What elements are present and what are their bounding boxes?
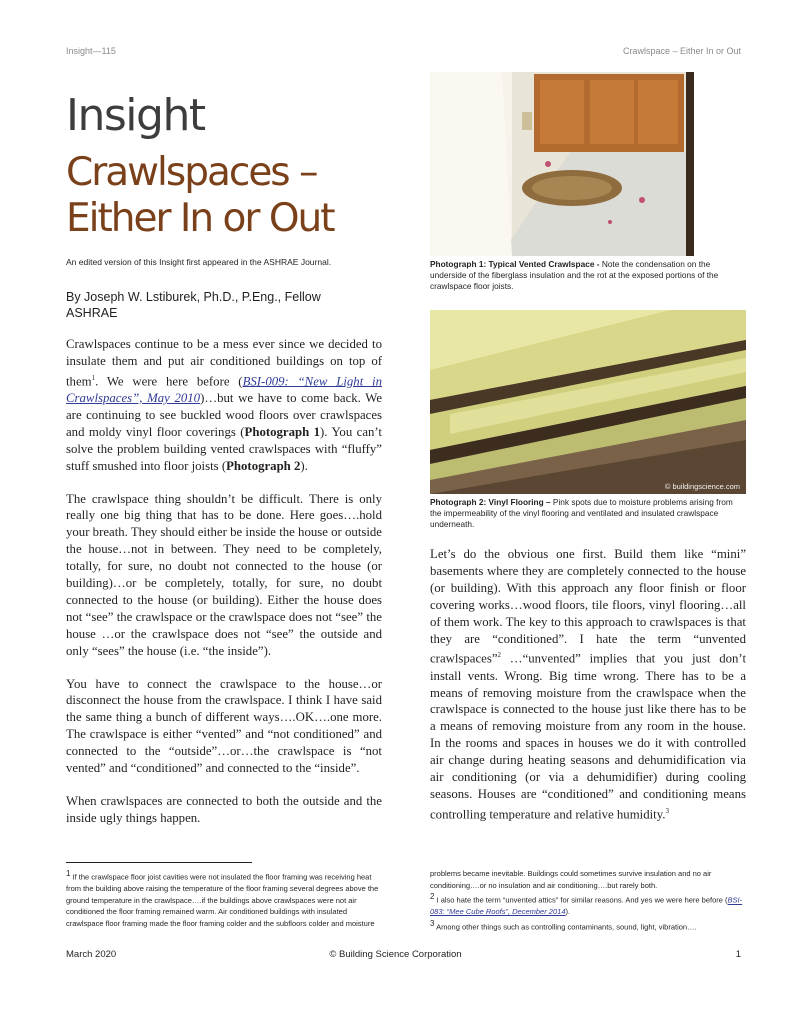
- photograph-2-caption: Photograph 2: Vinyl Flooring – Pink spots due to moisture problems arising from the impermeability of the vinyl flooring and ventilated and insulated crawlspace underneath.: [430, 497, 733, 529]
- paragraph-5: Let’s do the obvious one first. Build them like “mini” basements where they are completely connected to the house (or building). With this approach any floor finish or floor covering works…wood floors, tile floors, vinyl flooring…all of them work. The key to this approach to crawlspaces is that they are “conditioned”. I hate the term “unvented crawlspaces”$^2$ …“unvented” implies that you just don’t install vents. Wrong. Big time wrong. There has to be a means of removing moisture from the crawlspace when the crawlspace is connected to the house just like there has to be a means of removing moisture from any room in the house. In the rooms and spaces in houses we do it with controlled air change during heating seasons and dehumidification via air conditioning (or via a dehumidifier) during cooling seasons. Houses are “conditioned” and conditioning means controlling temperature and relative humidity.$^3$: [430, 547, 746, 822]
- photograph-2: [430, 310, 746, 494]
- footnote-3: $^3$ Among other things such as controlling contaminants, sound, light, vibration….: [430, 918, 697, 931]
- footer-copyright: © Building Science Corporation: [329, 949, 462, 960]
- paragraph-2: The crawlspace thing shouldn’t be difficult. There is only really one big thing that has to be done. Here goes….hold your breath. They should either be inside the house or outside the house…not in between. They need to be completely, totally, for sure, no doubt not connected to the house (or building)…or be completely, totally, for sure, no doubt connected to the house (or building). Either the house does not “see” the crawlspace or the crawlspace does not “see” the house …or the crawlspace does not “see” the outside and only “sees” the house (i.e. “the inside”).: [66, 491, 382, 658]
- insulated-floor-joists-image: [430, 310, 746, 494]
- page-number: 1: [735, 949, 741, 960]
- paragraph-3: You have to connect the crawlspace to the house…or disconnect the house from the crawlspace. I think I have said the same thing a bunch of different ways….OK….one more. The crawlspace is either “vented” and “not conditioned” and connected to the “outside”…or…the crawlspace is “not vented” and “conditioned” and connected to the “inside”.: [66, 676, 382, 776]
- photograph-1-caption: Photograph 1: Typical Vented Crawlspace - Note the condensation on the underside of the fiberglass insulation and the rot at the exposed portions of the crawlspace floor joists.: [430, 259, 719, 291]
- crawlspace-view-image: [430, 72, 746, 256]
- page-title: Crawlspaces – Either In or Out: [66, 150, 334, 241]
- footnote-divider: [66, 862, 252, 863]
- footer-date: March 2020: [66, 949, 117, 960]
- bsi-009-link[interactable]: BSI-009: “New Light in Crawlspaces”, May 2010: [66, 374, 382, 405]
- photograph-2-credit: © buildingscience.com: [664, 482, 740, 491]
- footnotes-right: [430, 868, 746, 933]
- paragraph-1: Crawlspaces continue to be a mess ever since we decided to insulate them and put air conditioned buildings on top of them$^1$. We were here before (BSI-009: “New Light in Crawlspaces”, May 2010)…but we have to come back. We are continuing to see buckled wood floors over crawlspaces and moldy vinyl floor coverings (Photograph 1). You can’t solve the problem building vented crawlspaces with “fluffy” stuff smushed into floor joists (Photograph 2).: [66, 337, 382, 473]
- photograph-1: [430, 72, 746, 256]
- right-column: [430, 546, 746, 839]
- edited-note: An edited version of this Insight first appeared in the ASHRAE Journal.: [66, 257, 332, 267]
- page-title-insight: Insight: [66, 90, 205, 141]
- footnote-1: $^1$ If the crawlspace floor joist cavities were not insulated the floor framing was receiving heat from the building above raising the temperature of the floor framing several degrees above the ground temperature in the crawlspace….if the buildings above crawlspaces were not air conditioned the floor framing remained warm. Air conditioned buildings with insulated crawlspace floor framing made the floor framing colder and the subfloors colder and moisture: [66, 869, 379, 928]
- paragraph-4: When crawlspaces are connected to both the outside and the inside ugly things happen.: [66, 794, 382, 825]
- footnote-2: $^2$ I also hate the term “unvented attics” for similar reasons. And yes we were here before (BSI-083: “Mee Cube Roofs”, December 2014).: [430, 892, 743, 916]
- footnote-1-continued: problems became inevitable. Buildings could sometimes survive insulation and no air conditioning….or no insulation and air conditioning….but rarely both.: [430, 869, 712, 890]
- left-column: [66, 336, 382, 843]
- bsi-083-link[interactable]: BSI-083: “Mee Cube Roofs”, December 2014: [430, 895, 743, 916]
- running-header-left: Insight—115: [66, 46, 116, 56]
- running-header-right: Crawlspace – Either In or Out: [622, 46, 741, 56]
- byline: By Joseph W. Lstiburek, Ph.D., P.Eng., Fellow ASHRAE: [66, 290, 321, 320]
